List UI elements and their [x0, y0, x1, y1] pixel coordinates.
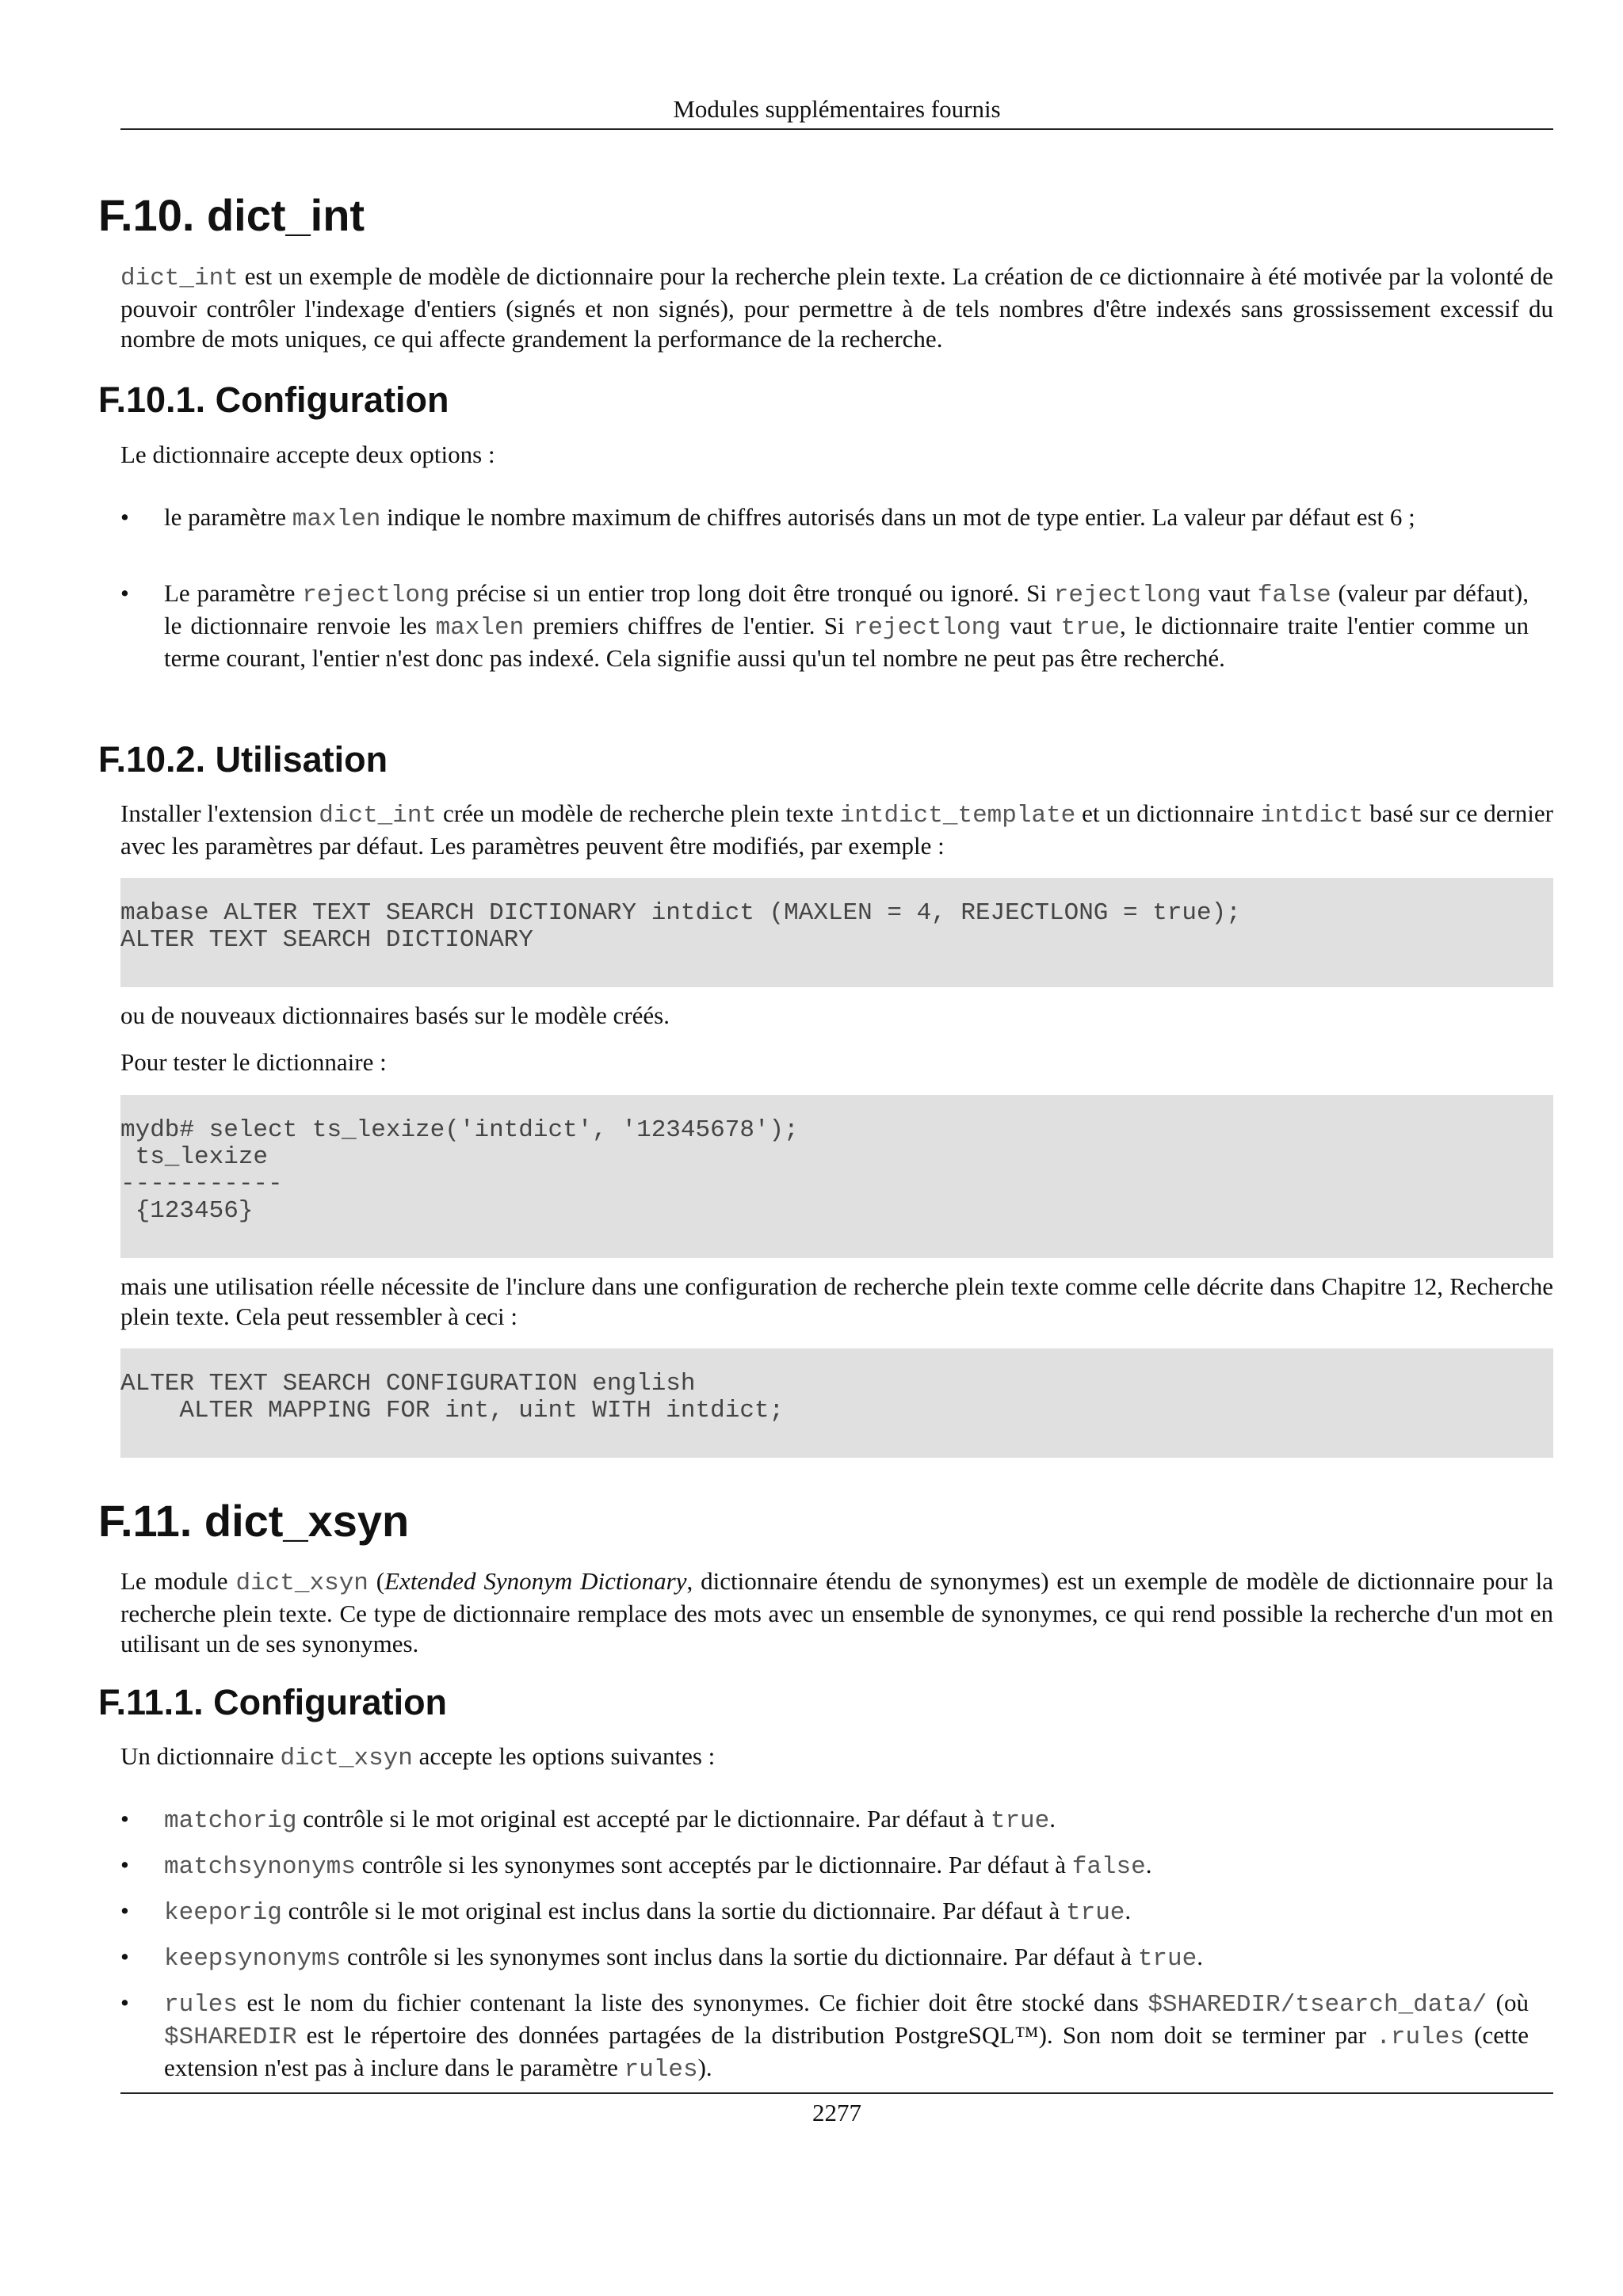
- list-item-text: keepsynonyms contrôle si les synonymes sont inclus dans la sortie du dictionnaire. Par défaut à true.: [164, 1943, 1203, 1973]
- section-title-f10-1: F.10.1. Configuration: [98, 379, 449, 420]
- list-item-text: Le paramètre rejectlong précise si un entier trop long doit être tronqué ou ignoré. Si rejectlong vaut false (valeur par défaut), le dictionnaire renvoie les maxlen premiers chiffres de l'entier. Si rejectlong vaut true, le dictionnaire traite l'entier comme un terme courant, l'entier n'est donc pas indexé. Cela signifie aussi qu'un tel nombre ne peut pas être recherché.: [164, 579, 1529, 672]
- f11-1-lead: Un dictionnaire dict_xsyn accepte les options suivantes :: [120, 1742, 716, 1772]
- list-item: [120, 1942, 1553, 1972]
- list-item: [120, 1896, 1553, 1926]
- f10-2-paragraph: Installer l'extension dict_int crée un modèle de recherche plein texte intdict_template et un dictionnaire intdict basé sur ce dernier avec les paramètres par défaut. Les paramètres peuvent être modifiés, par exemple :: [120, 799, 1553, 860]
- bullet-icon: •: [120, 1805, 129, 1833]
- footer-rule: [120, 2092, 1553, 2094]
- f10-2-paragraph: Pour tester le dictionnaire :: [120, 1048, 387, 1076]
- f10-2-paragraph: mais une utilisation réelle nécessite de l'inclure dans une configuration de recherche plein texte comme celle décrite dans Chapitre 12, Recherche plein texte. Cela peut ressembler à ceci :: [120, 1272, 1553, 1330]
- list-item: [120, 1804, 1553, 1834]
- inline-code: dict_int: [120, 265, 239, 292]
- list-item-text: le paramètre maxlen indique le nombre maximum de chiffres autorisés dans un mot de type entier. La valeur par défaut est 6 ;: [164, 503, 1415, 533]
- list-item: [120, 1850, 1553, 1880]
- header-rule: [120, 128, 1553, 130]
- list-item-text: matchorig contrôle si le mot original est accepté par le dictionnaire. Par défaut à true.: [164, 1805, 1056, 1835]
- list-item-text: keeporig contrôle si le mot original est inclus dans la sortie du dictionnaire. Par défaut à true.: [164, 1897, 1132, 1927]
- f10-2-paragraph: ou de nouveaux dictionnaires basés sur le modèle créés.: [120, 1001, 670, 1029]
- running-header: Modules supplémentaires fournis: [673, 95, 1001, 123]
- list-item: [120, 1988, 1553, 2084]
- bullet-icon: •: [120, 579, 129, 607]
- bullet-icon: •: [120, 503, 129, 531]
- section-title-f11: F.11. dict_xsyn: [98, 1496, 410, 1546]
- bullet-icon: •: [120, 1989, 129, 2016]
- f11-intro-paragraph: Le module dict_xsyn (Extended Synonym Dictionary, dictionnaire étendu de synonymes) est un exemple de modèle de dictionnaire pour la recherche plein texte. Ce type de dictionnaire remplace des mots avec un ensemble de synonymes, ce qui rend possible la recherche d'un mot en utilisant un de ses synonymes.: [120, 1567, 1553, 1657]
- code-text: ALTER TEXT SEARCH CONFIGURATION english ALTER MAPPING FOR int, uint WITH intdict;: [120, 1370, 785, 1425]
- bullet-icon: •: [120, 1851, 129, 1878]
- section-title-f11-1: F.11.1. Configuration: [98, 1682, 448, 1722]
- list-item: [120, 502, 1553, 563]
- f10-1-lead: Le dictionnaire accepte deux options :: [120, 441, 495, 468]
- code-block: [120, 1095, 1553, 1258]
- code-text: mabase ALTER TEXT SEARCH DICTIONARY intdict (MAXLEN = 4, REJECTLONG = true); ALTER TEXT SEARCH DICTIONARY: [120, 899, 1241, 954]
- code-text: mydb# select ts_lexize('intdict', '12345678'); ts_lexize ----------- {123456}: [120, 1116, 799, 1225]
- bullet-icon: •: [120, 1897, 129, 1924]
- bullet-icon: •: [120, 1943, 129, 1970]
- section-title-f10-2: F.10.2. Utilisation: [98, 739, 388, 780]
- list-item-text: rules est le nom du fichier contenant la liste des synonymes. Ce fichier doit être stocké dans $SHAREDIR/tsearch_data/ (où $SHAREDIR est le répertoire des données partagées de la distribution PostgreSQL™). Son nom doit se terminer par .rules (cette extension n'est pas à inclure dans le paramètre rules).: [164, 1989, 1529, 2084]
- page-number: 2277: [812, 2099, 861, 2126]
- list-item-text: matchsynonyms contrôle si les synonymes sont acceptés par le dictionnaire. Par défaut à false.: [164, 1851, 1152, 1881]
- code-block: [120, 1348, 1553, 1458]
- f10-intro-paragraph: dict_int est un exemple de modèle de dictionnaire pour la recherche plein texte. La création de ce dictionnaire à été motivée par la volonté de pouvoir contrôler l'indexage d'entiers (signés et non signés), pour permettre à de tels nombres d'être indexés sans grossissement excessif du nombre de mots uniques, ce qui affecte grandement la performance de la recherche.: [120, 262, 1553, 353]
- section-title-f10: F.10. dict_int: [98, 190, 365, 240]
- code-block: [120, 878, 1553, 987]
- list-item: [120, 578, 1553, 699]
